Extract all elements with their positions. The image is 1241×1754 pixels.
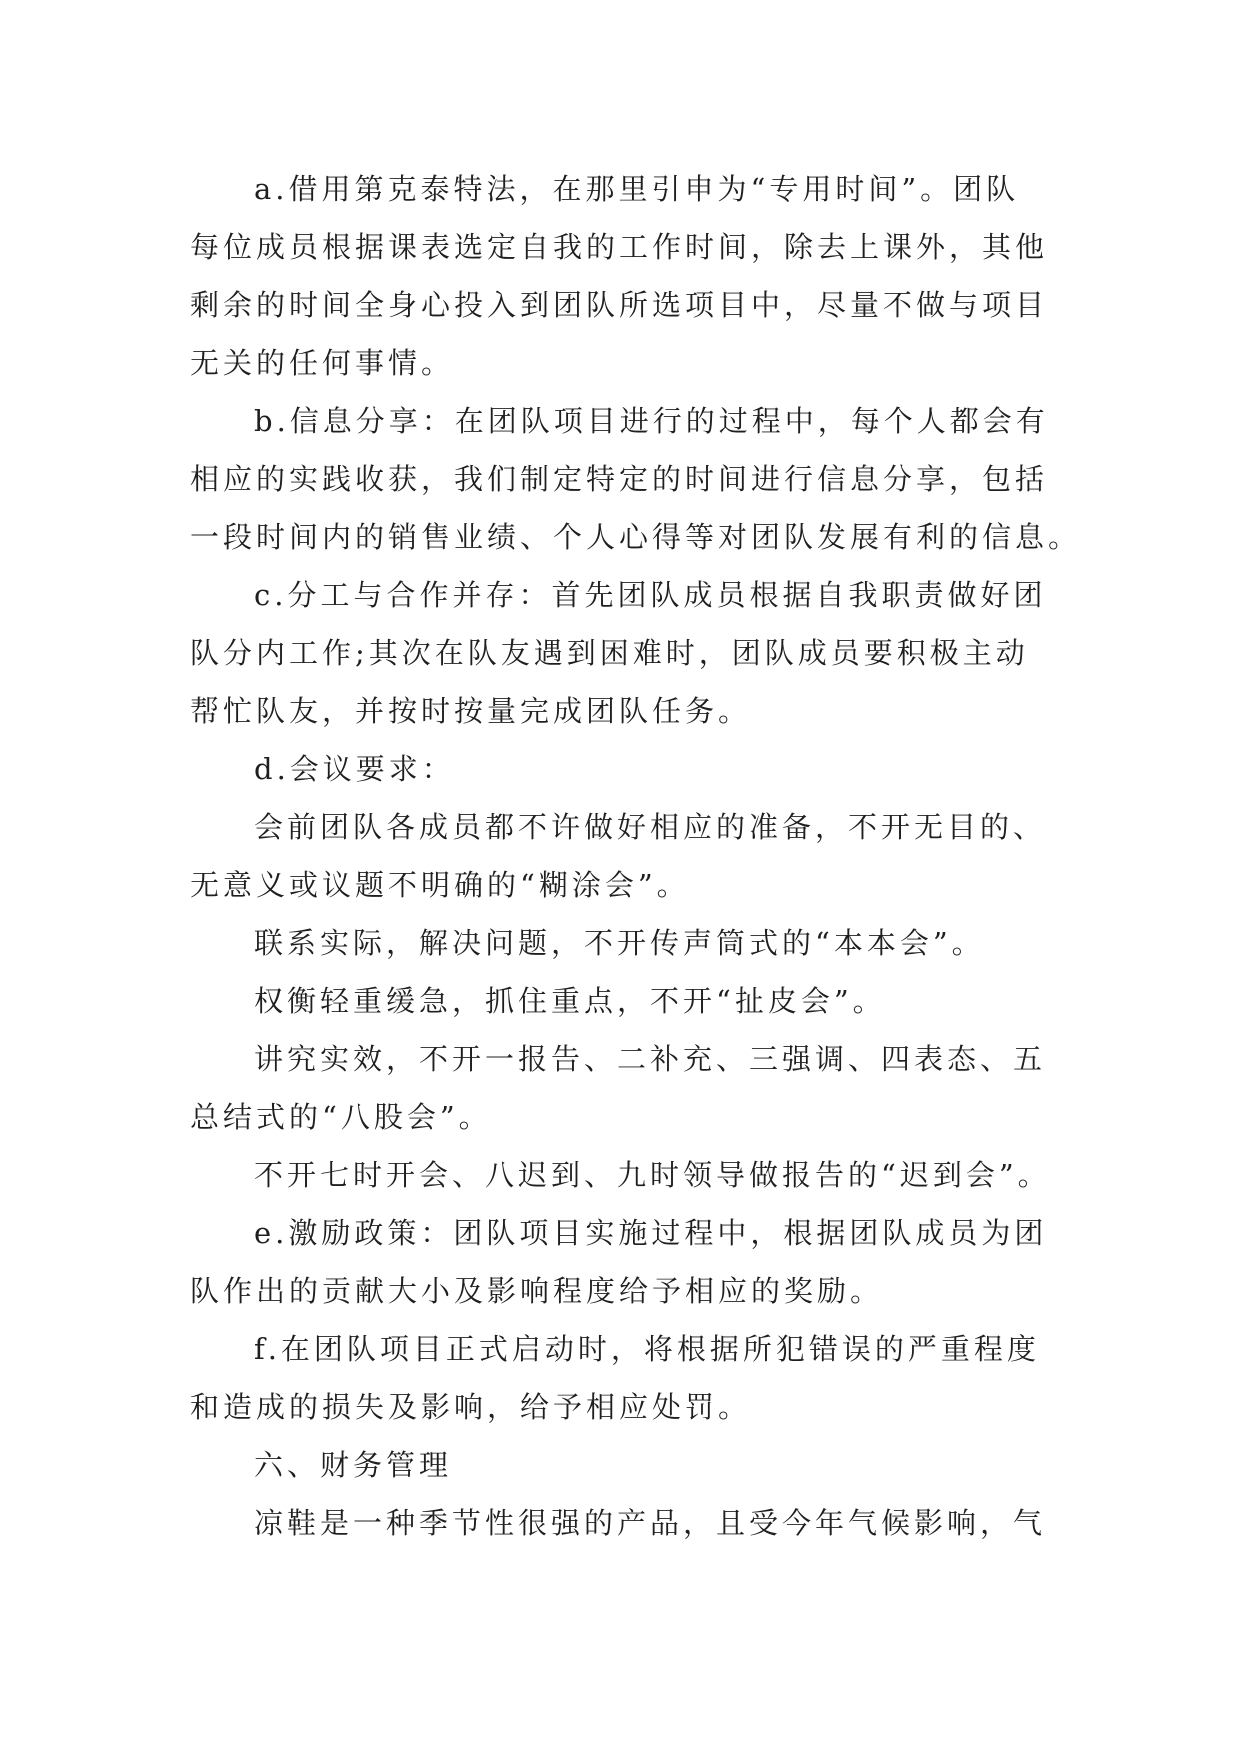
section-heading-finance: 六、财务管理 [254, 1448, 453, 1482]
paragraph-b-line-2: 相应的实践收获，我们制定特定的时间进行信息分享，包括 [190, 462, 1049, 496]
meeting-rule-1-line-2: 无意义或议题不明确的“糊涂会”。 [190, 868, 690, 902]
paragraph-c-line-1: c.分工与合作并存：首先团队成员根据自我职责做好团 [254, 578, 1047, 612]
meeting-rule-5: 不开七时开会、八迟到、九时领导做报告的“迟到会”。 [254, 1158, 1051, 1192]
paragraph-c-line-2: 队分内工作;其次在队友遇到困难时，团队成员要积极主动 [190, 636, 1029, 670]
paragraph-e-line-2: 队作出的贡献大小及影响程度给予相应的奖励。 [190, 1274, 884, 1308]
paragraph-a-line-4: 无关的任何事情。 [190, 346, 455, 380]
paragraph-c-line-3: 帮忙队友，并按时按量完成团队任务。 [190, 694, 752, 728]
paragraph-a-line-2: 每位成员根据课表选定自我的工作时间，除去上课外，其他 [190, 230, 1049, 264]
paragraph-e-line-1: e.激励政策：团队项目实施过程中，根据团队成员为团 [254, 1216, 1048, 1250]
meeting-rule-2: 联系实际，解决问题，不开传声筒式的“本本会”。 [254, 926, 985, 960]
finance-paragraph-line-1: 凉鞋是一种季节性很强的产品，且受今年气候影响，气 [254, 1506, 1047, 1540]
document-body [190, 160, 1082, 1552]
paragraph-b-line-1: b.信息分享：在团队项目进行的过程中，每个人都会有 [254, 404, 1049, 438]
paragraph-a-line-1: a.借用第克泰特法，在那里引申为“专用时间”。团队 [254, 172, 1020, 206]
paragraph-f-line-2: 和造成的损失及影响，给予相应处罚。 [190, 1390, 752, 1424]
paragraph-d-heading: d.会议要求： [254, 752, 455, 786]
paragraph-f-line-1: f.在团队项目正式启动时，将根据所犯错误的严重程度 [254, 1332, 1040, 1366]
paragraph-b-line-3: 一段时间内的销售业绩、个人心得等对团队发展有利的信息。 [190, 520, 1082, 554]
paragraph-a-line-3: 剩余的时间全身心投入到团队所选项目中，尽量不做与项目 [190, 288, 1049, 322]
meeting-rule-3: 权衡轻重缓急，抓住重点，不开“扯皮会”。 [254, 984, 886, 1018]
meeting-rule-1-line-1: 会前团队各成员都不许做好相应的准备，不开无目的、 [254, 810, 1047, 844]
meeting-rule-4-line-1: 讲究实效，不开一报告、二补充、三强调、四表态、五 [254, 1042, 1047, 1076]
meeting-rule-4-line-2: 总结式的“八股会”。 [190, 1100, 492, 1134]
